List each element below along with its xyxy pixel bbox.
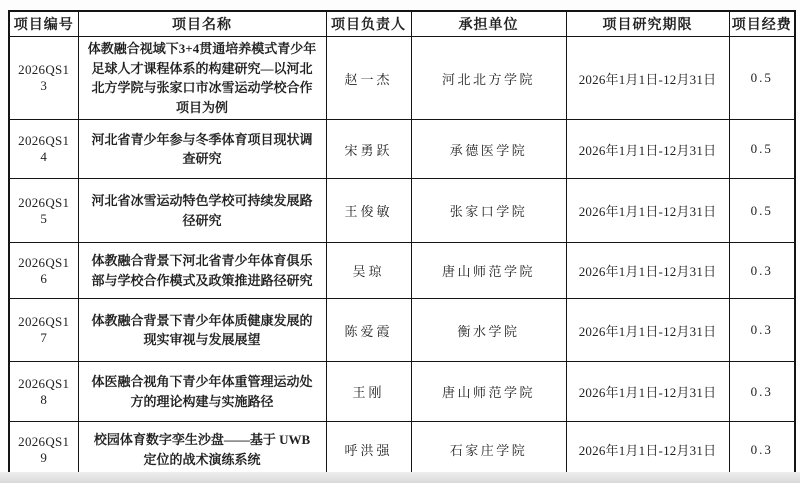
table-row: [9, 362, 795, 422]
cell-unit: 唐山师范学院: [411, 243, 566, 299]
cell-leader: 陈爱霞: [326, 299, 411, 362]
cell-name: 体教融合视域下3+4贯通培养模式青少年足球人才课程体系的构建研究—以河北北方学院与张家口市冰雪运动学校合作项目为例: [78, 37, 326, 120]
cell-leader: 赵一杰: [326, 37, 411, 120]
table-body: [9, 37, 795, 479]
cell-period: 2026年1月1日-12月31日: [566, 422, 729, 479]
page-bottom-edge: [0, 472, 800, 483]
cell-unit: 唐山师范学院: [411, 362, 566, 422]
cell-code: 2026QS14: [9, 120, 78, 179]
table-row: [9, 120, 795, 179]
table-row: [9, 243, 795, 299]
cell-code: 2026QS16: [9, 243, 78, 299]
column-header-fund: 项目经费: [729, 11, 795, 37]
table-header-row: [9, 11, 795, 37]
cell-name: 河北省冰雪运动特色学校可持续发展路径研究: [78, 179, 326, 243]
column-header-code: 项目编号: [9, 11, 78, 37]
column-header-leader: 项目负责人: [326, 11, 411, 37]
cell-period: 2026年1月1日-12月31日: [566, 179, 729, 243]
column-header-unit: 承担单位: [411, 11, 566, 37]
cell-fund: 0.5: [729, 120, 795, 179]
cell-name: 体医融合视角下青少年体重管理运动处方的理论构建与实施路径: [78, 362, 326, 422]
cell-fund: 0.5: [729, 179, 795, 243]
cell-leader: 王俊敏: [326, 179, 411, 243]
cell-leader: 宋勇跃: [326, 120, 411, 179]
table-row: [9, 422, 795, 479]
cell-unit: 河北北方学院: [411, 37, 566, 120]
cell-fund: 0.5: [729, 37, 795, 120]
cell-name: 体教融合背景下青少年体质健康发展的现实审视与发展展望: [78, 299, 326, 362]
cell-fund: 0.3: [729, 422, 795, 479]
table-row: [9, 299, 795, 362]
cell-code: 2026QS18: [9, 362, 78, 422]
cell-leader: 王刚: [326, 362, 411, 422]
projects-table: [8, 10, 796, 480]
cell-period: 2026年1月1日-12月31日: [566, 120, 729, 179]
table-row: [9, 37, 795, 120]
cell-code: 2026QS17: [9, 299, 78, 362]
cell-unit: 承德医学院: [411, 120, 566, 179]
cell-period: 2026年1月1日-12月31日: [566, 299, 729, 362]
cell-fund: 0.3: [729, 299, 795, 362]
cell-code: 2026QS15: [9, 179, 78, 243]
cell-code: 2026QS13: [9, 37, 78, 120]
cell-period: 2026年1月1日-12月31日: [566, 362, 729, 422]
cell-period: 2026年1月1日-12月31日: [566, 37, 729, 120]
column-header-name: 项目名称: [78, 11, 326, 37]
cell-fund: 0.3: [729, 243, 795, 299]
cell-fund: 0.3: [729, 362, 795, 422]
cell-unit: 石家庄学院: [411, 422, 566, 479]
cell-period: 2026年1月1日-12月31日: [566, 243, 729, 299]
cell-name: 校园体育数字孪生沙盘——基于 UWB 定位的战术演练系统: [78, 422, 326, 479]
cell-leader: 呼洪强: [326, 422, 411, 479]
cell-unit: 衡水学院: [411, 299, 566, 362]
cell-code: 2026QS19: [9, 422, 78, 479]
cell-name: 体教融合背景下河北省青少年体育俱乐部与学校合作模式及政策推进路径研究: [78, 243, 326, 299]
cell-name: 河北省青少年参与冬季体育项目现状调查研究: [78, 120, 326, 179]
column-header-period: 项目研究期限: [566, 11, 729, 37]
cell-leader: 吴琼: [326, 243, 411, 299]
cell-unit: 张家口学院: [411, 179, 566, 243]
table-row: [9, 179, 795, 243]
